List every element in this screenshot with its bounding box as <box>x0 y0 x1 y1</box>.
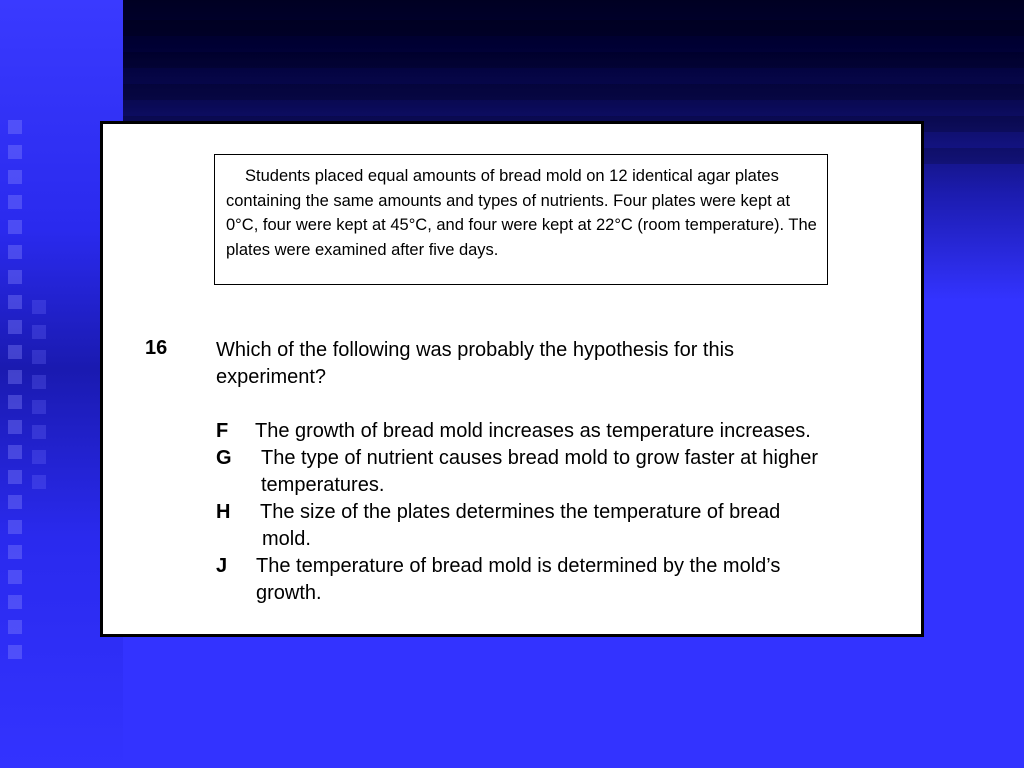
option-f[interactable] <box>216 418 916 445</box>
option-letter: H <box>216 501 231 523</box>
option-letter: F <box>216 420 229 442</box>
option-text: The size of the plates determines the temperature of bread <box>260 501 781 523</box>
decorative-squares <box>8 120 28 670</box>
option-g[interactable] <box>216 445 916 499</box>
option-text-continued: growth. <box>256 582 322 604</box>
option-text: The type of nutrient causes bread mold to grow faster at higher <box>261 447 818 469</box>
passage-text: Students placed equal amounts of bread mold on 12 identical agar plates containing the same amounts and types of nutrients. Four plates were kept at 0°C, four were kept at 45°C, and four were kept at 22°C (room temperature). The plates were examined after five days. <box>226 167 817 259</box>
question-text <box>216 337 856 391</box>
answer-options <box>216 418 916 607</box>
option-h[interactable] <box>216 499 916 553</box>
option-text: The growth of bread mold increases as temperature increases. <box>255 420 811 442</box>
passage-box <box>214 154 828 285</box>
decorative-squares-secondary <box>32 300 52 500</box>
question-text-line-2: experiment? <box>216 366 327 388</box>
question-card <box>100 121 924 637</box>
option-j[interactable] <box>216 553 916 607</box>
question-number: 16 <box>145 337 168 359</box>
question-text-line-1: Which of the following was probably the hypothesis for this <box>216 339 735 361</box>
option-letter: G <box>216 447 232 469</box>
option-text-continued: mold. <box>262 528 311 550</box>
option-text-continued: temperatures. <box>261 474 385 496</box>
option-letter: J <box>216 555 228 577</box>
option-text: The temperature of bread mold is determined by the mold’s <box>256 555 781 577</box>
